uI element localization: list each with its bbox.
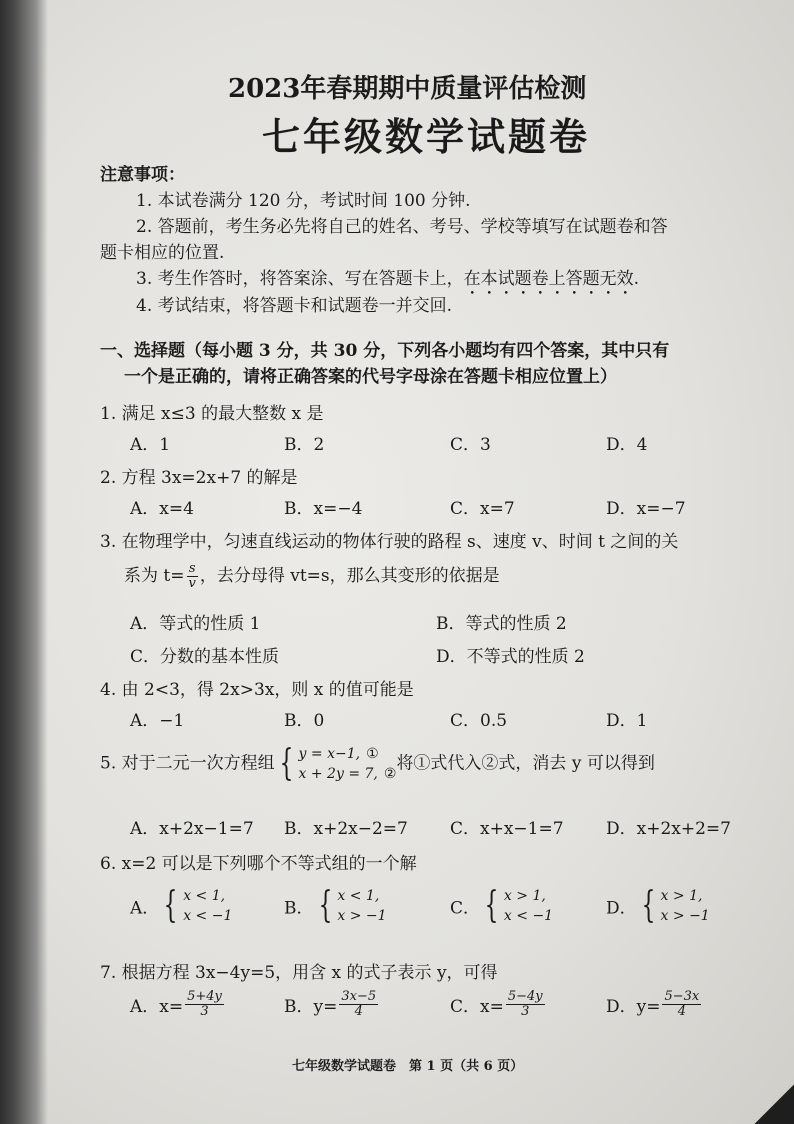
question-5-stem: 5. 对于二元一次方程组 { y = x−1, ① x + 2y = 7, ② 将①式代入②式，消去 y 可以得到 [100, 743, 655, 784]
q4-option-c: C．0.5 [450, 711, 508, 731]
fraction-s-over-v: $\frac{s}{v}$ [188, 561, 196, 591]
question-1-stem: 1. 满足 x≤3 的最大整数 x 是 [100, 404, 324, 424]
notice-item-2a: 2. 答题前，考生务必先将自己的姓名、考号、学校等填写在试题卷和答 [136, 217, 668, 237]
q4-option-a: A．−1 [130, 711, 185, 731]
q3-option-d: D．不等式的性质 2 [436, 647, 585, 667]
q7-option-b: B．y= $\frac{3x-5}{4}$ [284, 989, 377, 1019]
q5-option-b: B．x+2x−2=7 [284, 819, 408, 839]
q1-option-a: A．1 [130, 435, 171, 455]
q1-option-d: D．4 [606, 435, 648, 455]
notice-item-2b: 题卡相应的位置. [100, 243, 225, 263]
question-3-stem-line2: 系为 t= $\frac{s}{v}$ ，去分母得 vt=s，那么其变形的依据是 [124, 561, 500, 591]
q1-option-c: C．3 [450, 435, 491, 455]
question-3-stem-line1: 3. 在物理学中，匀速直线运动的物体行驶的路程 s、速度 v、时间 t 之间的关 [100, 532, 679, 552]
exam-title: 2023年春期期中质量评估检测 [228, 74, 587, 104]
q3-option-c: C．分数的基本性质 [130, 647, 280, 667]
q5-option-a: A．x+2x−1=7 [130, 819, 254, 839]
q3-option-a: A．等式的性质 1 [130, 614, 261, 634]
exam-subtitle: 七年级数学试题卷 [262, 114, 591, 159]
q6-option-b: B． { x < 1, x > −1 [284, 885, 387, 926]
q2-option-d: D．x=−7 [606, 499, 686, 519]
notice-item-4: 4. 考试结束，将答题卡和试题卷一并交回. [136, 296, 453, 316]
page-footer: 七年级数学试题卷 第 1 页（共 6 页） [292, 1059, 524, 1074]
notice-item-1: 1. 本试卷满分 120 分，考试时间 100 分钟. [136, 191, 471, 211]
q4-option-b: B．0 [284, 711, 325, 731]
q2-option-c: C．x=7 [450, 499, 515, 519]
q4-option-d: D．1 [606, 711, 648, 731]
notice-item-3: 3. 考生作答时，将答案涂、写在答题卡上，在本试题卷上答题无效. [136, 269, 640, 289]
question-4-stem: 4. 由 2<3，得 2x>3x，则 x 的值可能是 [100, 680, 414, 700]
scan-shadow-corner [754, 1084, 794, 1124]
equation-system: { y = x−1, ① x + 2y = 7, ② [279, 743, 397, 784]
section-1-heading: 一、选择题（每小题 3 分，共 30 分，下列各小题均有四个答案，其中只有 [100, 341, 670, 361]
q7-option-d: D．y= $\frac{5-3x}{4}$ [606, 989, 700, 1019]
q7-option-c: C．x= $\frac{5-4y}{3}$ [450, 989, 543, 1019]
scan-shadow-left [0, 0, 48, 1124]
notice-heading: 注意事项： [100, 165, 185, 185]
q6-option-d: D． { x > 1, x > −1 [606, 885, 710, 926]
q2-option-a: A．x=4 [130, 499, 194, 519]
q6-option-a: A． { x < 1, x < −1 [130, 885, 233, 926]
q6-option-c: C． { x > 1, x < −1 [450, 885, 554, 926]
question-6-stem: 6. x=2 可以是下列哪个不等式组的一个解 [100, 854, 417, 874]
q5-option-c: C．x+x−1=7 [450, 819, 564, 839]
notice-emphasis: 在本试题卷上答题无效 [463, 269, 634, 289]
q1-option-b: B．2 [284, 435, 325, 455]
section-1-heading-line2: 一个是正确的，请将正确答案的代号字母涂在答题卡相应位置上） [124, 367, 617, 387]
question-7-stem: 7. 根据方程 3x−4y=5，用含 x 的式子表示 y，可得 [100, 963, 498, 983]
q3-option-b: B．等式的性质 2 [436, 614, 567, 634]
q2-option-b: B．x=−4 [284, 499, 363, 519]
q7-option-a: A．x= $\frac{5+4y}{3}$ [130, 989, 222, 1019]
q5-option-d: D．x+2x+2=7 [606, 819, 731, 839]
question-2-stem: 2. 方程 3x=2x+7 的解是 [100, 468, 298, 488]
